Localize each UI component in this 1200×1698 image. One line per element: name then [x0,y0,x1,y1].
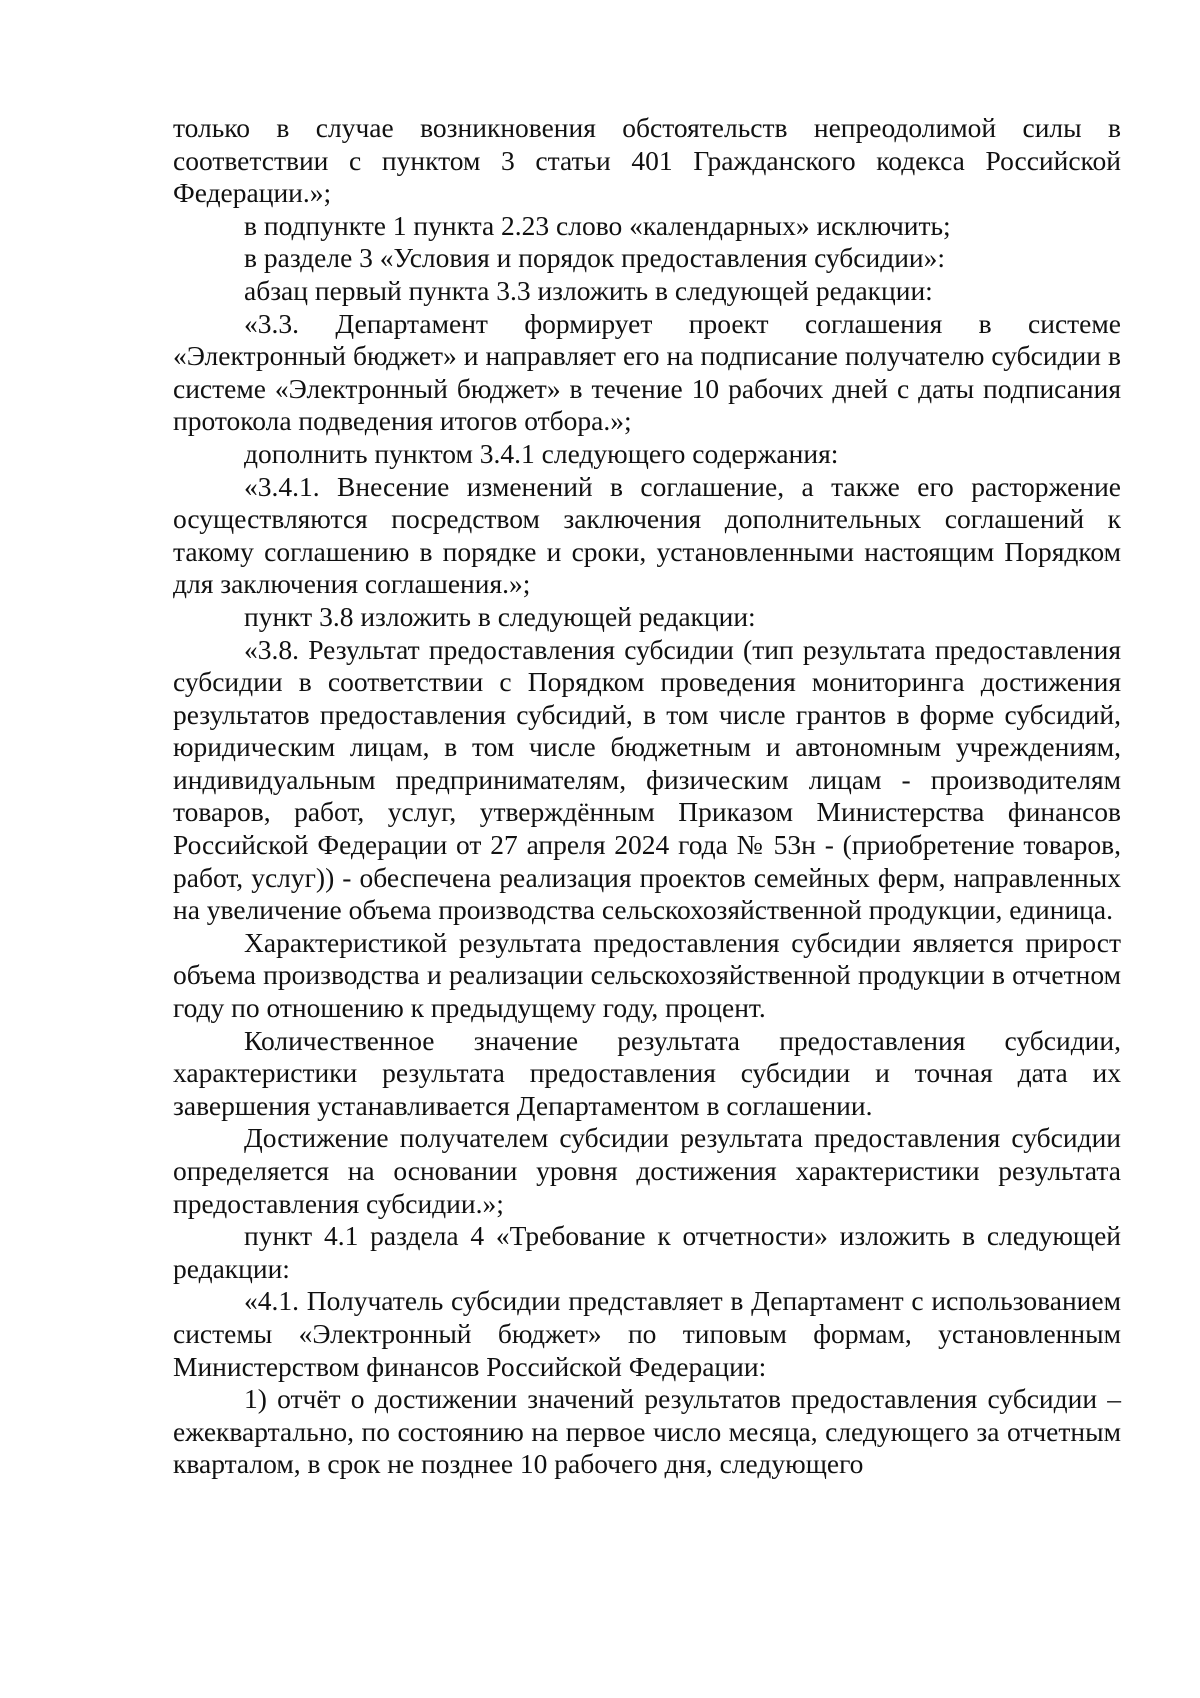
paragraph-text-4-1: «4.1. Получатель субсидии представляет в Департамент с использованием системы «Электронный бюджет» по типовым формам, установленным Министерством финансов Российской Федерации: [173,1285,1121,1382]
paragraph-amend-4-1: пункт 4.1 раздела 4 «Требование к отчетности» изложить в следующей редакции: [173,1220,1121,1284]
paragraph-achievement: Достижение получателем субсидии результата предоставления субсидии определяется на основании уровня достижения характеристики результата предоставления субсидии.»; [173,1122,1121,1219]
paragraph-item-1: 1) отчёт о достижении значений результатов предоставления субсидии – ежеквартально, по состоянию на первое число месяца, следующего за отчетным кварталом, в срок не позднее 10 рабочего дня, следующего [173,1383,1121,1480]
paragraph-amend-2-23: в подпункте 1 пункта 2.23 слово «календарных» исключить; [244,209,951,241]
paragraph-text-3-8: «3.8. Результат предоставления субсидии (тип результата предоставления субсидии в соответствии с Порядком проведения мониторинга достижения результатов предоставления субсидий, в том числе грантов в форме субсидий, юридическим лицам, в том числе бюджетным и автономным учреждениям, индивидуальным предпринимателям, физическим лицам - производителям товаров, работ, услуг, утверждённым Приказом Министерства финансов Российской Федерации от 27 апреля 2024 года № 53н - (приобретение товаров, работ, услуг)) - обеспечена реализация проектов семейных ферм, направленных на увеличение объема производства сельскохозяйственной продукции, единица. [173,633,1121,926]
paragraph-text-3-4-1: «3.4.1. Внесение изменений в соглашение, а также его расторжение осуществляются посредством заключения дополнительных соглашений к такому соглашению в порядке и сроки, установленными настоящим Порядком для заключения соглашения.»; [173,470,1121,600]
paragraph-amend-3-3: абзац первый пункта 3.3 изложить в следующей редакции: [244,274,933,306]
paragraph-add-3-4-1: дополнить пунктом 3.4.1 следующего содержания: [244,437,839,469]
paragraph-amend-3-8: пункт 3.8 изложить в следующей редакции: [244,600,756,632]
paragraph-text-3-3: «3.3. Департамент формирует проект соглашения в системе «Электронный бюджет» и направляет его на подписание получателю субсидии в системе «Электронный бюджет» в течение 10 рабочих дней с даты подписания протокола подведения итогов отбора.»; [173,307,1121,437]
paragraph-section-3: в разделе 3 «Условия и порядок предоставления субсидии»: [244,242,946,274]
paragraph-quantitative-value: Количественное значение результата предоставления субсидии, характеристики результата предоставления субсидии и точная дата их завершения устанавливается Департаментом в соглашении. [173,1024,1121,1121]
document-body [173,112,1121,1481]
paragraph-characteristic: Характеристикой результата предоставления субсидии является прирост объема производства и реализации сельскохозяйственной продукции в отчетном году по отношению к предыдущему году, процент. [173,926,1121,1024]
paragraph-continuation: только в случае возникновения обстоятельств непреодолимой силы в соответствии с пунктом 3 статьи 401 Гражданского кодекса Российской Федерации.»; [173,112,1121,209]
